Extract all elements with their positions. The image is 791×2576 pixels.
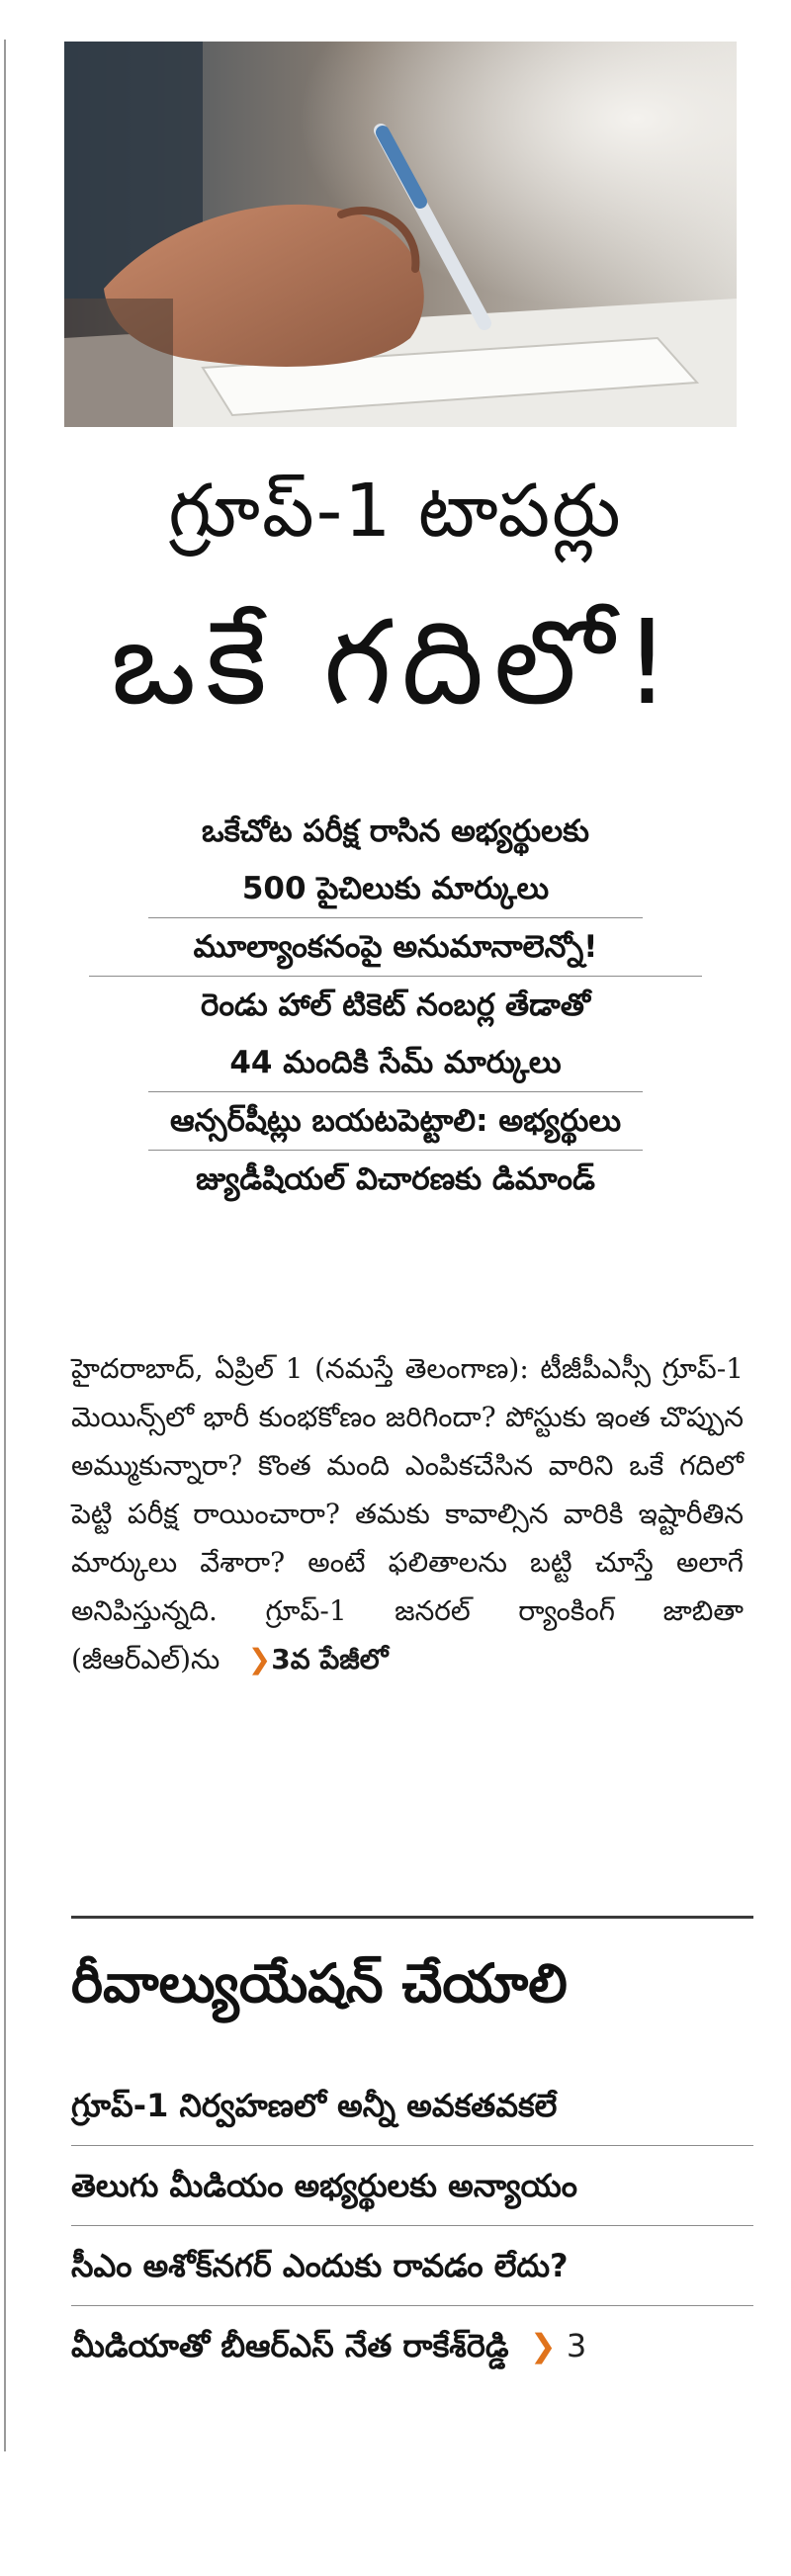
headline-line-2: ఒకే గదిలో! — [110, 594, 681, 730]
sidebar-point: సీఎం అశోక్‌నగర్ ఎందుకు రావడం లేదు? — [71, 2225, 753, 2305]
sidebar-point: గ్రూప్-1 నిర్వహణలో అన్నీ అవకతవకలే — [71, 2087, 558, 2124]
continued-page-ref[interactable] — [520, 2327, 587, 2364]
chevron-right-icon: ❯ — [247, 1643, 272, 1675]
deck-block — [89, 803, 702, 1208]
deck-line: ఆన్సర్‌షీట్లు బయటపెట్టాలి: అభ్యర్థులు — [169, 1103, 622, 1139]
article-body-text: హైదరాబాద్, ఏప్రిల్ 1 (నమస్తే తెలంగాణ): టీజీపీఎస్సీ గ్రూప్-1 మెయిన్స్‌లో భారీ కుంభకోణం జరిగిందా? పోస్టుకు ఇంత చొప్పున అమ్ముకున్నారా? కొంత మంది ఎంపికచేసిన వారిని ఒకే గదిలో పెట్టి పరీక్ష రాయించారా? తమకు కావాల్సిన వారికి ఇష్టారీతిన మార్కులు వేశారా? అంటే ఫలితాలను బట్టి చూస్తే అలాగే అనిపిస్తున్నది. గ్రూప్-1 జనరల్ ర్యాంకింగ్ జాబితా (జీఆర్‌ఎల్)ను — [71, 1352, 744, 1675]
sidebar-point: మీడియాతో బీఆర్‌ఎస్ నేత రాకేశ్‌రెడ్డి — [71, 2327, 509, 2364]
sidebar-story-points — [71, 2066, 753, 2385]
column-rule — [4, 40, 6, 2451]
section-divider — [71, 1916, 753, 1919]
sidebar-point-with-ref — [71, 2305, 753, 2385]
deck-line: 500 పైచిలుకు మార్కులు — [241, 871, 550, 906]
headline-line-1: గ్రూప్-1 టాపర్లు — [168, 469, 623, 554]
deck-line: రెండు హాల్ టికెట్ నంబర్ల తేడాతో — [200, 987, 591, 1023]
deck-line: జ్యుడీషియల్ విచారణకు డిమాండ్ — [196, 1161, 595, 1197]
page-ref-number: 3 — [566, 2327, 587, 2364]
article-body — [71, 1344, 744, 1683]
continued-on-page-text: 3వ పేజీలో — [271, 1643, 389, 1675]
continued-on-page-link[interactable] — [228, 1643, 388, 1675]
chevron-right-icon: ❯ — [529, 2327, 557, 2364]
deck-line: మూల్యాంకనంపై అనుమానాలెన్నో! — [193, 929, 598, 965]
deck-line: ఒకేచోట పరీక్ష రాసిన అభ్యర్థులకు — [201, 814, 590, 849]
sidebar-point: తెలుగు మీడియం అభ్యర్థులకు అన్యాయం — [71, 2145, 753, 2225]
deck-line: 44 మందికి సేమ్ మార్కులు — [229, 1045, 562, 1080]
article-photo — [64, 42, 737, 427]
sidebar-story-headline: రీవాల్యుయేషన్ చేయాలి — [71, 1952, 568, 2015]
